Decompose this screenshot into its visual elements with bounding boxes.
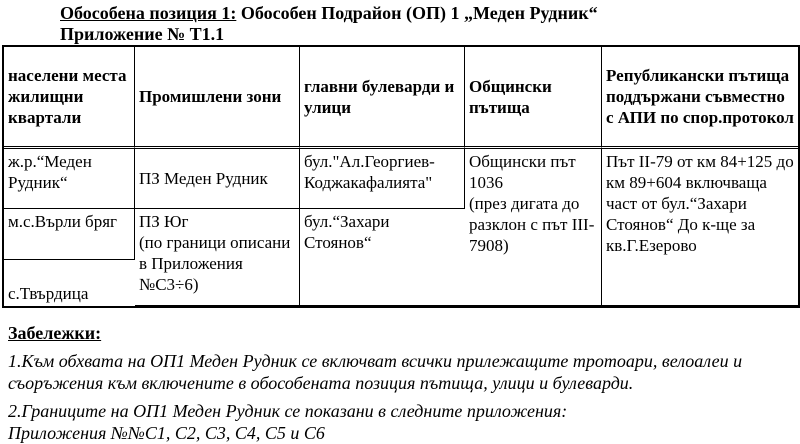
street-cell: бул."Ал.Георгиев-Коджакафалията"	[300, 149, 465, 209]
industrial-zone-cell: ПЗ Юг (по граници описани в Приложения №С3÷6)	[135, 209, 300, 306]
place-cell: с.Твърдица	[8, 284, 89, 303]
appendix-number: Приложение № Т1.1	[60, 24, 225, 44]
position-heading	[60, 3, 598, 24]
column-header-industrial-zones: Промишлени зони	[135, 47, 300, 149]
street-cell: бул.“Захари Стоянов“	[300, 209, 465, 306]
column-header-places: населени места жилищни квартали	[4, 47, 135, 149]
notes-title: Забележки:	[8, 323, 102, 343]
place-cell: ж.р.“Меден Рудник“	[4, 149, 135, 209]
table-header-row	[4, 47, 798, 149]
position-title: Обособен Подрайон (ОП) 1 „Меден Рудник“	[236, 3, 598, 23]
republic-road-cell: Път II-79 от км 84+125 до км 89+604 включваща част от бул.“Захари Стоянов“ До к-ще за кв.Г.Езерово	[602, 149, 798, 306]
position-label: Обособена позиция 1:	[60, 3, 237, 23]
notes-section	[8, 322, 798, 444]
table-row	[4, 149, 798, 209]
municipal-road-cell: Общински път 1036 (през дигата до разклон с път III-7908)	[465, 149, 602, 306]
column-header-main-streets: главни булеварди и улици	[300, 47, 465, 149]
place-cell: м.с.Върли бряг	[4, 209, 135, 260]
note-item: 1.Към обхвата на ОП1 Меден Рудник се включват всички прилежащите тротоари, велоалеи и съоръжения към включените в обособената позиция пътища, улици и булеварди.	[8, 351, 743, 393]
note-item: Приложения №№С1, С2, С3, С4, С5 и С6	[8, 423, 325, 443]
note-item: 2.Границите на ОП1 Меден Рудник се показани в следните приложения:	[8, 401, 568, 421]
industrial-zone-cell: ПЗ Меден Рудник	[135, 149, 300, 209]
scope-table	[2, 45, 800, 308]
column-header-municipal-roads: Общински пътища	[465, 47, 602, 149]
column-header-republic-roads: Републикански пътища поддържани съвместно с АПИ по спор.протокол	[602, 47, 798, 149]
